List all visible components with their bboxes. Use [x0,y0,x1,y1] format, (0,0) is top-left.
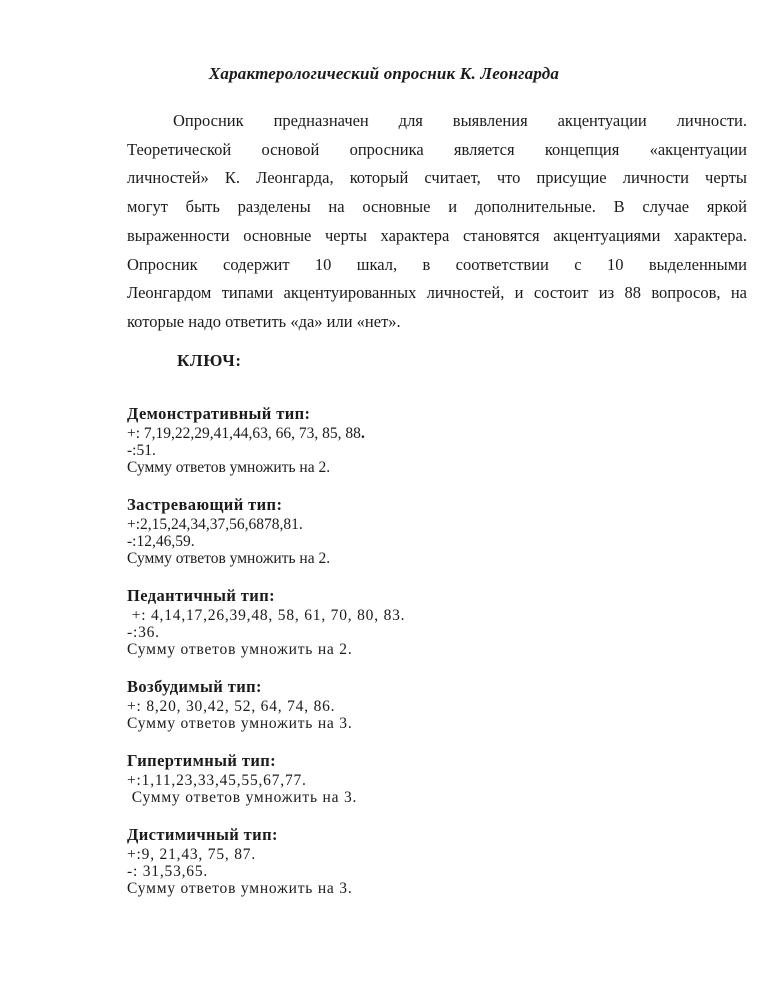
section-hyperthymic-type [127,751,707,806]
section-heading: Возбудимый тип: [127,677,262,696]
plus-answers-line: +: 4,14,17,26,39,48, 58, 61, 70, 80, 83. [127,607,406,624]
plus-answers-line: +:1,11,23,33,45,55,67,77. [127,772,307,789]
minus-answers-line: -: 31,53,65. [127,863,209,880]
paragraph-line: Леонгардом типами акцентуированных личностей, и состоит из 88 вопросов, на [127,283,747,303]
paragraph-line: могут быть разделены на основные и дополнительные. В случае яркой [127,197,747,217]
plus-answers-text: +: 7,19,22,29,41,44,63, 66, 73, 85, 88 [127,425,361,442]
paragraph-line: личностей» К. Леонгарда, который считает, что присущие личности черты [127,168,747,188]
section-demonstrative-type [127,404,707,476]
plus-answers-line: +:2,15,24,34,37,56,6878,81. [127,516,303,533]
sum-instruction-line: Сумму ответов умножить на 2. [127,550,331,567]
section-excitable-type [127,677,707,732]
paragraph-line: которые надо ответить «да» или «нет». [127,311,401,331]
plus-answers-line: +:9, 21,43, 75, 87. [127,846,256,863]
sum-instruction-line: Сумму ответов умножить на 2. [127,459,331,476]
minus-answers-line: -:36. [127,624,160,641]
document-title: Характерологический опросник К. Леонгарда [208,64,560,83]
section-heading: Педантичный тип: [127,586,275,605]
key-heading: КЛЮЧ: [177,351,242,370]
sum-instruction-line: Сумму ответов умножить на 2. [127,641,353,658]
key-sections [127,404,707,916]
minus-answers-line: -:51. [127,442,156,459]
plus-answers-line [127,425,707,442]
section-heading: Демонстративный тип: [127,404,311,423]
paragraph-line: Опросник предназначен для выявления акцентуации личности. [173,111,747,130]
section-heading: Дистимичный тип: [127,825,278,844]
paragraph-line: выраженности основные черты характера становятся акцентуациями характера. [127,225,747,245]
paragraph-line: Опросник содержит 10 шкал, в соответствии с 10 выделенными [127,254,747,274]
minus-answers-line: -:12,46,59. [127,533,195,550]
plus-answers-line: +: 8,20, 30,42, 52, 64, 74, 86. [127,698,336,715]
section-dysthymic-type [127,825,707,897]
section-heading: Гипертимный тип: [127,751,277,770]
sum-instruction-line: Сумму ответов умножить на 3. [127,880,353,897]
section-stuck-type [127,495,707,567]
sum-instruction-line: Сумму ответов умножить на 3. [127,789,358,806]
section-heading: Застревающий тип: [127,495,283,514]
paragraph-line: Теоретической основой опросника является концепция «акцентуации [127,139,747,159]
plus-answers-bold-period: . [360,425,365,442]
sum-instruction-line: Сумму ответов умножить на 3. [127,715,353,732]
section-pedantic-type [127,586,707,658]
intro-paragraph [127,107,747,337]
